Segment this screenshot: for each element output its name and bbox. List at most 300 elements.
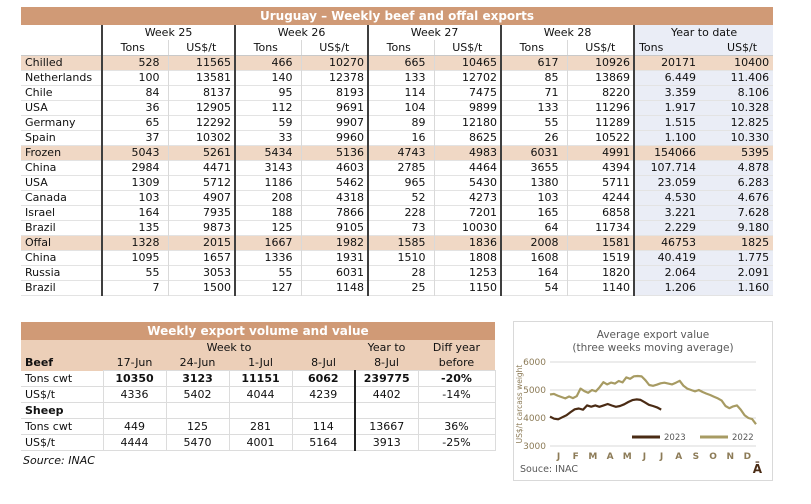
- cell: 2015: [168, 236, 235, 251]
- cell: 617: [501, 56, 567, 71]
- cell: 1500: [168, 281, 235, 296]
- cell: 7.628: [706, 206, 773, 221]
- row-label: Beef: [21, 355, 103, 371]
- row-label: Chile: [21, 86, 102, 101]
- column-header: US$/t: [168, 40, 235, 56]
- row-label: US$/t: [21, 387, 103, 403]
- cell: 107.714: [634, 161, 706, 176]
- cell: 1982: [301, 236, 368, 251]
- table-row: [21, 266, 773, 281]
- cell: 3.359: [634, 86, 706, 101]
- legend-label-2022: 2022: [732, 433, 754, 443]
- cell: 164: [501, 266, 567, 281]
- cell: 100: [102, 71, 168, 86]
- cell: 5711: [567, 176, 634, 191]
- row-label: Tons cwt: [21, 371, 103, 387]
- cell: 13869: [567, 71, 634, 86]
- cell: 4983: [434, 146, 501, 161]
- cell: 4464: [434, 161, 501, 176]
- x-tick-label: A: [675, 452, 683, 462]
- table-row: [21, 387, 495, 403]
- cell: 114: [292, 419, 355, 435]
- cell: 3913: [355, 435, 418, 451]
- cell: 55: [501, 116, 567, 131]
- cell: 2984: [102, 161, 168, 176]
- cell: 5470: [166, 435, 229, 451]
- cell: 3123: [166, 371, 229, 387]
- cell: 89: [368, 116, 434, 131]
- cell: 3.221: [634, 206, 706, 221]
- cell: 127: [235, 281, 301, 296]
- cell: 466: [235, 56, 301, 71]
- table-row: [21, 176, 773, 191]
- cell: 1.515: [634, 116, 706, 131]
- column-header: Week 26: [235, 25, 368, 40]
- cell: -20%: [418, 371, 495, 387]
- column-header: 24-Jun: [166, 355, 229, 371]
- column-header: US$/t: [706, 40, 773, 56]
- table-row: [21, 101, 773, 116]
- cell: 9899: [434, 101, 501, 116]
- x-tick-label: J: [659, 452, 664, 462]
- legend-label-2023: 2023: [664, 433, 686, 443]
- cell: 1931: [301, 251, 368, 266]
- cell: 1581: [567, 236, 634, 251]
- row-label: USA: [21, 101, 102, 116]
- table-row: [21, 221, 773, 236]
- cell: 135: [102, 221, 168, 236]
- cell: [418, 403, 495, 419]
- chart-source-label: Souce: INAC: [520, 464, 579, 475]
- cell: 1836: [434, 236, 501, 251]
- column-header: US$/t: [434, 40, 501, 56]
- cell: 36: [102, 101, 168, 116]
- main-export-table-block: [21, 7, 773, 296]
- x-tick-label: F: [572, 452, 579, 462]
- cell: 4336: [103, 387, 166, 403]
- cell: 25: [368, 281, 434, 296]
- cell: 11734: [567, 221, 634, 236]
- cell: 1825: [706, 236, 773, 251]
- cell: 6031: [501, 146, 567, 161]
- cell: 5402: [166, 387, 229, 403]
- cell: 4.530: [634, 191, 706, 206]
- row-label: Brazil: [21, 281, 102, 296]
- cell: 5434: [235, 146, 301, 161]
- volume-value-table-block: [21, 322, 495, 467]
- cell: 12378: [301, 71, 368, 86]
- cell: 9873: [168, 221, 235, 236]
- y-axis-label: US$/t carcass weight: [515, 364, 524, 444]
- cell: 965: [368, 176, 434, 191]
- cell: 9105: [301, 221, 368, 236]
- y-tick-label: 6000: [523, 358, 546, 368]
- cell: 1140: [567, 281, 634, 296]
- cell: 4239: [292, 387, 355, 403]
- cell: 84: [102, 86, 168, 101]
- row-label: Canada: [21, 191, 102, 206]
- cell: 26: [501, 131, 567, 146]
- chart-title: Average export value: [596, 329, 710, 341]
- cell: 1253: [434, 266, 501, 281]
- row-label: China: [21, 161, 102, 176]
- cell: 9907: [301, 116, 368, 131]
- cell: 16: [368, 131, 434, 146]
- cell: 140: [235, 71, 301, 86]
- cell: 12.825: [706, 116, 773, 131]
- cell: 449: [103, 419, 166, 435]
- cell: 125: [235, 221, 301, 236]
- cell: 665: [368, 56, 434, 71]
- cell: 5395: [706, 146, 773, 161]
- cell: 4.878: [706, 161, 773, 176]
- table-row: [21, 116, 773, 131]
- cell: 1820: [567, 266, 634, 281]
- cell: 5261: [168, 146, 235, 161]
- cell: 1.206: [634, 281, 706, 296]
- cell: 55: [235, 266, 301, 281]
- cell: 6062: [292, 371, 355, 387]
- column-header: Week 27: [368, 25, 501, 40]
- cell: 1380: [501, 176, 567, 191]
- table-row: [21, 86, 773, 101]
- cell: 188: [235, 206, 301, 221]
- main-table-header: [21, 25, 773, 56]
- corner-cell: [21, 25, 102, 40]
- column-header: Year to: [355, 340, 418, 355]
- cell: 13667: [355, 419, 418, 435]
- column-header: US$/t: [567, 40, 634, 56]
- x-tick-label: D: [743, 452, 752, 462]
- cell: 9960: [301, 131, 368, 146]
- row-label: Russia: [21, 266, 102, 281]
- cell: 4471: [168, 161, 235, 176]
- table-row: [21, 131, 773, 146]
- cell: 52: [368, 191, 434, 206]
- cell: 4402: [355, 387, 418, 403]
- cell: 104: [368, 101, 434, 116]
- cell: 103: [102, 191, 168, 206]
- header-row: [21, 25, 773, 40]
- row-label: Netherlands: [21, 71, 102, 86]
- volume-value-table: [21, 340, 496, 451]
- cell: 20171: [634, 56, 706, 71]
- cell: 59: [235, 116, 301, 131]
- cell: 12292: [168, 116, 235, 131]
- cell: 4244: [567, 191, 634, 206]
- weekly-table-header: [21, 340, 495, 371]
- cell: 133: [501, 101, 567, 116]
- x-tick-label: S: [692, 452, 700, 462]
- cell: 2785: [368, 161, 434, 176]
- cell: [292, 403, 355, 419]
- cell: 85: [501, 71, 567, 86]
- cell: 7: [102, 281, 168, 296]
- cell: 12180: [434, 116, 501, 131]
- cell: 528: [102, 56, 168, 71]
- cell: 95: [235, 86, 301, 101]
- cell: 2.091: [706, 266, 773, 281]
- cell: 1.160: [706, 281, 773, 296]
- main-table-body: [21, 56, 773, 296]
- table-row: [21, 191, 773, 206]
- column-header: US$/t: [301, 40, 368, 56]
- cell: 8193: [301, 86, 368, 101]
- row-label: Israel: [21, 206, 102, 221]
- cell: 4.676: [706, 191, 773, 206]
- cell: 7201: [434, 206, 501, 221]
- cell: 11.406: [706, 71, 773, 86]
- x-tick-label: A: [606, 452, 614, 462]
- y-tick-label: 3000: [523, 442, 546, 452]
- cell: 9691: [301, 101, 368, 116]
- cell: -14%: [418, 387, 495, 403]
- cell: 8137: [168, 86, 235, 101]
- chart-subtitle: (three weeks moving average): [572, 342, 734, 354]
- cell: 37: [102, 131, 168, 146]
- cell: 281: [229, 419, 292, 435]
- cell: 4603: [301, 161, 368, 176]
- cell: 13581: [168, 71, 235, 86]
- row-label: Spain: [21, 131, 102, 146]
- cell: 5164: [292, 435, 355, 451]
- cell: 2.229: [634, 221, 706, 236]
- y-tick-label: 4000: [523, 414, 546, 424]
- cell: 7935: [168, 206, 235, 221]
- cell: 11565: [168, 56, 235, 71]
- cell: 7475: [434, 86, 501, 101]
- cell: 125: [166, 419, 229, 435]
- source-label: Source: INAC: [23, 454, 95, 467]
- row-label: USA: [21, 176, 102, 191]
- row-label: US$/t: [21, 435, 103, 451]
- cell: 1.775: [706, 251, 773, 266]
- column-header: Tons: [235, 40, 301, 56]
- cell: 36%: [418, 419, 495, 435]
- column-header: Week 25: [102, 25, 235, 40]
- cell: 1.100: [634, 131, 706, 146]
- column-header: before: [418, 355, 495, 371]
- table-row: [21, 419, 495, 435]
- column-header: Tons: [634, 40, 706, 56]
- column-header: Tons: [501, 40, 567, 56]
- cell: 6.283: [706, 176, 773, 191]
- row-label: Frozen: [21, 146, 102, 161]
- x-tick-label: O: [709, 452, 717, 462]
- cell: 5712: [168, 176, 235, 191]
- cell: [355, 403, 418, 419]
- weekly-table-title: Weekly export volume and value: [21, 322, 495, 340]
- table-row: [21, 403, 495, 419]
- cell: 6858: [567, 206, 634, 221]
- cell: 3655: [501, 161, 567, 176]
- table-row: [21, 236, 773, 251]
- cell: 5136: [301, 146, 368, 161]
- cell: 2008: [501, 236, 567, 251]
- table-row: [21, 371, 495, 387]
- column-header: Week to: [103, 340, 355, 355]
- table-row: [21, 71, 773, 86]
- cell: 103: [501, 191, 567, 206]
- cell: 133: [368, 71, 434, 86]
- cell: 11289: [567, 116, 634, 131]
- cell: 4991: [567, 146, 634, 161]
- weekly-exports-table: [21, 25, 773, 296]
- header-row: [21, 40, 773, 56]
- cell: 6.449: [634, 71, 706, 86]
- cell: 1519: [567, 251, 634, 266]
- export-value-chart-panel: [513, 321, 773, 481]
- x-tick-label: M: [588, 452, 598, 462]
- cell: 112: [235, 101, 301, 116]
- table-row: [21, 435, 495, 451]
- cell: 4907: [168, 191, 235, 206]
- cell: 9.180: [706, 221, 773, 236]
- column-header: 8-Jul: [292, 355, 355, 371]
- corner-cell: [21, 40, 102, 56]
- cell: 3053: [168, 266, 235, 281]
- header-row: [21, 355, 495, 371]
- x-tick-label: J: [556, 452, 561, 462]
- cell: [166, 403, 229, 419]
- cell: 28: [368, 266, 434, 281]
- column-header: Week 28: [501, 25, 634, 40]
- cell: 1309: [102, 176, 168, 191]
- cell: 7866: [301, 206, 368, 221]
- table-row: [21, 206, 773, 221]
- cell: [103, 403, 166, 419]
- column-header: Year to date: [634, 25, 773, 40]
- cell: 10.328: [706, 101, 773, 116]
- cell: 23.059: [634, 176, 706, 191]
- cell: 3143: [235, 161, 301, 176]
- cell: 64: [501, 221, 567, 236]
- cell: 5430: [434, 176, 501, 191]
- row-label: Tons cwt: [21, 419, 103, 435]
- cell: 1328: [102, 236, 168, 251]
- cell: 154066: [634, 146, 706, 161]
- cell: 46753: [634, 236, 706, 251]
- cell: 11151: [229, 371, 292, 387]
- column-header: Tons: [368, 40, 434, 56]
- cell: 4394: [567, 161, 634, 176]
- cell: 4318: [301, 191, 368, 206]
- cell: 1667: [235, 236, 301, 251]
- row-label: Chilled: [21, 56, 102, 71]
- cell: 4044: [229, 387, 292, 403]
- column-header: 8-Jul: [355, 355, 418, 371]
- inac-logo: Ā: [752, 462, 762, 476]
- cell: 55: [102, 266, 168, 281]
- x-tick-label: M: [622, 452, 632, 462]
- line-chart: [514, 322, 770, 478]
- table-row: [21, 161, 773, 176]
- cell: 239775: [355, 371, 418, 387]
- cell: 165: [501, 206, 567, 221]
- cell: 10030: [434, 221, 501, 236]
- row-label: Offal: [21, 236, 102, 251]
- weekly-table-body: [21, 371, 495, 451]
- cell: 208: [235, 191, 301, 206]
- cell: 8220: [567, 86, 634, 101]
- cell: 228: [368, 206, 434, 221]
- cell: 1186: [235, 176, 301, 191]
- cell: 11296: [567, 101, 634, 116]
- table-row: [21, 251, 773, 266]
- cell: 10350: [103, 371, 166, 387]
- cell: 12905: [168, 101, 235, 116]
- column-header: Diff year: [418, 340, 495, 355]
- row-label: Germany: [21, 116, 102, 131]
- row-label: Brazil: [21, 221, 102, 236]
- cell: 10270: [301, 56, 368, 71]
- cell: 65: [102, 116, 168, 131]
- cell: 1585: [368, 236, 434, 251]
- row-label: China: [21, 251, 102, 266]
- cell: 33: [235, 131, 301, 146]
- cell: [229, 403, 292, 419]
- cell: 10522: [567, 131, 634, 146]
- cell: 12702: [434, 71, 501, 86]
- cell: 73: [368, 221, 434, 236]
- cell: -25%: [418, 435, 495, 451]
- cell: 4273: [434, 191, 501, 206]
- column-header: Tons: [102, 40, 168, 56]
- header-row: [21, 340, 495, 355]
- cell: 10302: [168, 131, 235, 146]
- cell: 54: [501, 281, 567, 296]
- cell: 1150: [434, 281, 501, 296]
- cell: 4743: [368, 146, 434, 161]
- x-tick-label: N: [726, 452, 735, 462]
- cell: 1510: [368, 251, 434, 266]
- cell: 1808: [434, 251, 501, 266]
- cell: 1608: [501, 251, 567, 266]
- table-row: [21, 146, 773, 161]
- cell: 164: [102, 206, 168, 221]
- cell: 1336: [235, 251, 301, 266]
- cell: 1.917: [634, 101, 706, 116]
- cell: 8.106: [706, 86, 773, 101]
- cell: 1095: [102, 251, 168, 266]
- cell: 6031: [301, 266, 368, 281]
- cell: 1657: [168, 251, 235, 266]
- cell: 114: [368, 86, 434, 101]
- corner-cell: [21, 340, 103, 355]
- row-label: Sheep: [21, 403, 103, 419]
- cell: 10926: [567, 56, 634, 71]
- series-line-2023: [550, 399, 661, 419]
- cell: 5043: [102, 146, 168, 161]
- cell: 10.330: [706, 131, 773, 146]
- cell: 8625: [434, 131, 501, 146]
- cell: 2.064: [634, 266, 706, 281]
- column-header: 17-Jun: [103, 355, 166, 371]
- table-row: [21, 281, 773, 296]
- column-header: 1-Jul: [229, 355, 292, 371]
- cell: 40.419: [634, 251, 706, 266]
- cell: 1148: [301, 281, 368, 296]
- main-table-title: Uruguay – Weekly beef and offal exports: [21, 7, 773, 25]
- table-row: [21, 56, 773, 71]
- series-line-2022: [550, 376, 756, 424]
- cell: 4444: [103, 435, 166, 451]
- y-tick-label: 5000: [523, 386, 546, 396]
- cell: 71: [501, 86, 567, 101]
- cell: 10465: [434, 56, 501, 71]
- x-tick-label: J: [642, 452, 647, 462]
- cell: 5462: [301, 176, 368, 191]
